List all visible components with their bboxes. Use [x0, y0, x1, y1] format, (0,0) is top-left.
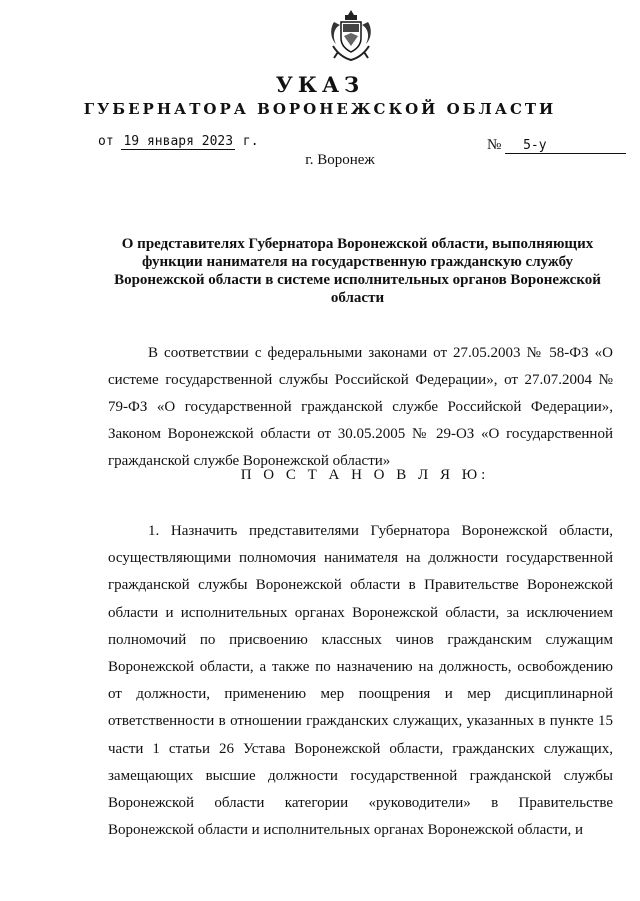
- number-label: №: [487, 137, 502, 153]
- document-subtitle: ГУБЕРНАТОРА ВОРОНЕЖСКОЙ ОБЛАСТИ: [83, 100, 557, 118]
- date-line: [98, 134, 259, 150]
- document-title: УКАЗ: [275, 72, 365, 97]
- coat-of-arms-emblem: [328, 8, 374, 64]
- clause-1-paragraph: 1. Назначить представителями Губернатора Воронежской области, осуществляющими полномочия нанимателя на должности государственной гражданской службы Воронежской области в Правительстве Воронежской области и исполнительных органах Воронежской области, за исключением полномочий по присвоению классных чинов гражданским служащим Воронежской области, а также по назначению на должность, освобождению от должности, применению мер поощрения и мер дисциплинарной ответственности в отношении гражданских служащих, указанных в пункте 15 части 1 статьи 26 Устава Воронежской области, гражданских служащих, замещающих высшие должности государственной гражданской службы Воронежской области категории «руководители» в Правительстве Воронежской области и исполнительных органах Воронежской области, и: [108, 523, 613, 839]
- document-heading: О представителях Губернатора Воронежской области, выполняющих функции нанимателя на государственную гражданскую службу Воронежской области в системе исполнительных органов Воронежской области: [114, 236, 601, 306]
- date-suffix: г.: [242, 134, 259, 149]
- city-name: г. Воронеж: [305, 152, 375, 168]
- decree-word: П О С Т А Н О В Л Я Ю:: [240, 467, 490, 483]
- preamble-paragraph: В соответствии с федеральными законами от 27.05.2003 № 58-ФЗ «О системе государственной службы Российской Федерации», от 27.07.2004 № 79-ФЗ «О государственной гражданской службе Российской Федерации», Законом Воронежской области от 30.05.2005 № 29-ОЗ «О государственной гражданской службе Воронежской области»: [108, 345, 613, 469]
- date-prefix: от: [98, 134, 114, 149]
- number-value: 5-у: [505, 138, 626, 154]
- date-value: 19 января 2023: [123, 134, 234, 149]
